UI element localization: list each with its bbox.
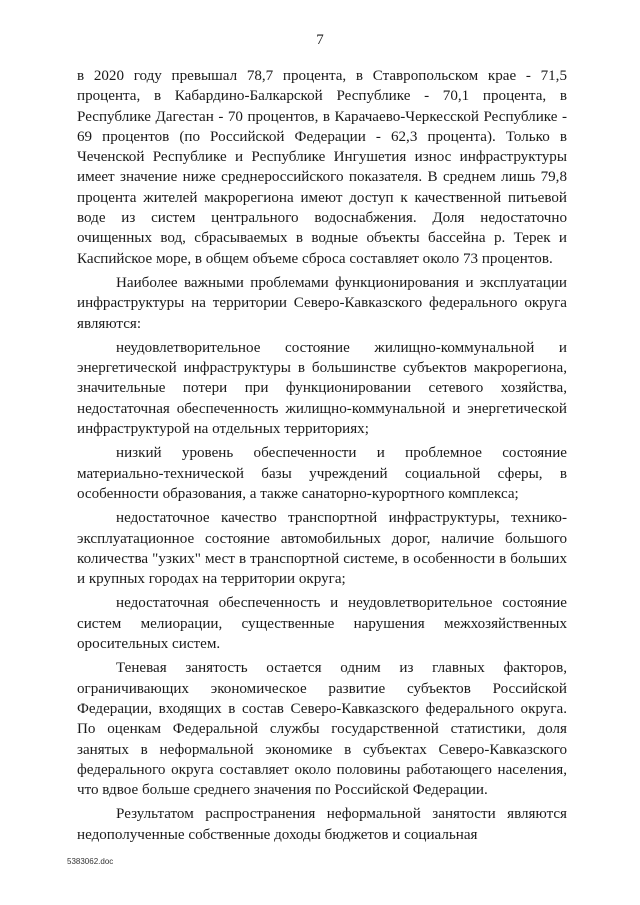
paragraph-shadow-employment: Теневая занятость остается одним из главных факторов, ограничивающих экономическое развитие субъектов Российской Федерации, входящих в состав Северо-Кавказского федерального округа. По оценкам Федеральной службы государственной статистики, доля занятых в неформальной экономике в субъектах Северо-Кавказского федерального округа составляет около половины работающего населения, что вдвое больше среднего значения по Российской Федерации. bbox=[77, 660, 567, 799]
list-item-melioration: недостаточная обеспеченность и неудовлетворительное состояние систем мелиорации, существенные нарушения межхозяйственных оросительных систем. bbox=[77, 595, 567, 653]
paragraph-continuation: в 2020 году превышал 78,7 процента, в Ставропольском крае - 71,5 процента, в Кабардино-Балкарской Республике - 70,1 процента, в Республике Дагестан - 70 процентов, в Карачаево-Черкесской Республике - 69 процентов (по Российской Федерации - 62,3 процента). Только в Чеченской Республике и Республике Ингушетия износ инфраструктуры имеет значение ниже среднероссийского показателя. В среднем лишь 79,8 процента жителей макрорегиона имеют доступ к качественной питьевой воде из систем центрального водоснабжения. Доля недостаточно очищенных вод, сбрасываемых в водные объекты бассейна р. Терек и Каспийское море, в общем объеме сброса составляет около 73 процентов. bbox=[77, 68, 567, 267]
page-number: 7 bbox=[316, 32, 324, 48]
paragraph-informal-employment-result: Результатом распространения неформальной занятости являются недополученные собственные доходы бюджетов и социальная bbox=[77, 806, 567, 843]
list-item-social-sphere: низкий уровень обеспеченности и проблемное состояние материально-технической базы учреждений социальной сферы, в особенности образования, а также санаторно-курортного комплекса; bbox=[77, 445, 567, 502]
paragraph-problems-intro: Наиболее важными проблемами функционирования и эксплуатации инфраструктуры на территории Северо-Кавказского федерального округа являются: bbox=[77, 274, 567, 332]
document-body bbox=[77, 66, 567, 845]
footer-file-name: 5383062.doc bbox=[67, 857, 114, 866]
list-item-housing-energy: неудовлетворительное состояние жилищно-коммунальной и энергетической инфраструктуры в большинстве субъектов макрорегиона, значительные потери при функционировании сетевого хозяйства, недостаточная обеспеченность жилищно-коммунальной и энергетической инфраструктурой на отдельных территориях; bbox=[77, 339, 567, 438]
list-item-transport: недостаточное качество транспортной инфраструктуры, технико-эксплуатационное состояние автомобильных дорог, наличие большого количества "узких" мест в транспортной системе, в особенности в больших и крупных городах на территории округа; bbox=[77, 510, 567, 588]
